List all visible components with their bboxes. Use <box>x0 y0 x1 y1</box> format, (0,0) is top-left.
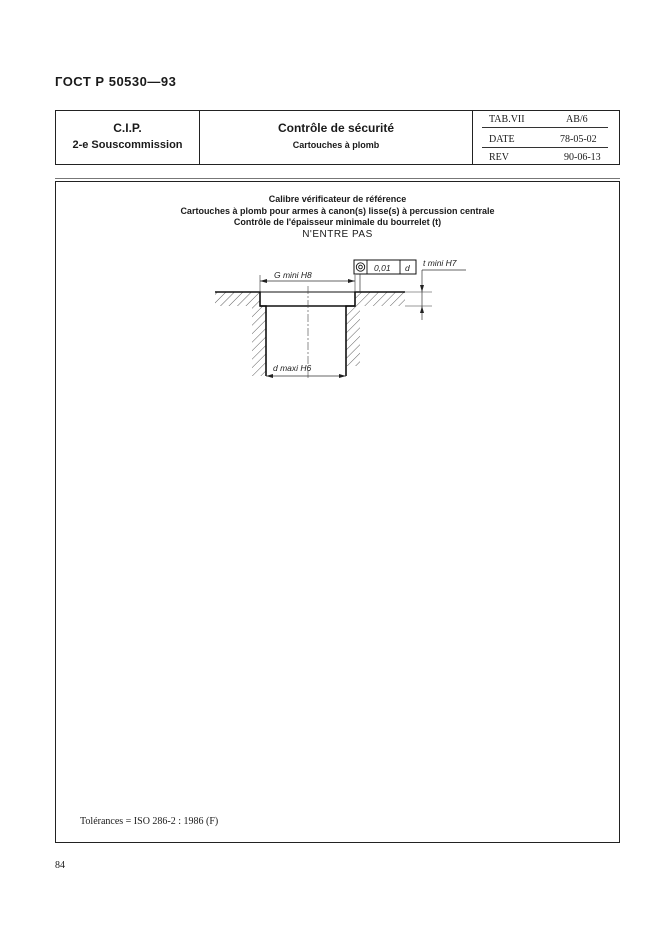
concentricity-icon-inner <box>359 265 363 269</box>
hatch-wall-left <box>252 306 266 376</box>
dim-g-label: G mini H8 <box>274 270 312 280</box>
tolerance-value: 0,01 <box>374 263 391 273</box>
header-org-subtitle: 2-e Souscommission <box>72 139 183 151</box>
meta-label-date: DATE <box>489 134 515 145</box>
dim-g-arrow-left <box>260 279 267 283</box>
header-org-title: C.I.P. <box>113 121 142 135</box>
meta-label-tab: TAB.VII <box>489 114 525 125</box>
meta-value-date: 78-05-02 <box>560 134 597 145</box>
dim-t-label: t mini H7 <box>423 258 457 268</box>
content-line-2: Cartouches à plomb pour armes à canon(s) lisse(s) à percussion centrale <box>180 206 495 216</box>
dim-t-arrow-top <box>420 285 424 292</box>
meta-label-rev: REV <box>489 152 509 163</box>
dim-g-arrow-right <box>348 279 355 283</box>
concentricity-icon <box>356 263 364 271</box>
header-section-title: Contrôle de sécurité <box>277 121 395 135</box>
meta-value-tab: AB/6 <box>566 114 588 125</box>
tolerance-datum: d <box>405 263 410 273</box>
content-title: Calibre vérificateur de référence <box>268 194 407 204</box>
hatch-wall-right <box>346 306 360 366</box>
tolerances-note: Tolérances = ISO 286-2 : 1986 (F) <box>80 816 219 827</box>
dim-d-label: d maxi H6 <box>273 363 312 373</box>
hatch-surface-right <box>355 292 405 306</box>
dim-d-arrow-left <box>266 374 273 378</box>
dim-d-arrow-right <box>339 374 346 378</box>
meta-value-rev: 90-06-13 <box>564 152 601 163</box>
hatch-surface-left <box>215 292 260 306</box>
dim-t-arrow-bottom <box>420 306 424 313</box>
content-line-3: Contrôle de l'épaisseur minimale du bourrelet (t) <box>233 217 442 227</box>
page-number: 84 <box>55 860 65 871</box>
content-line-4: N'ENTRE PAS <box>302 229 373 240</box>
header-section-subtitle: Cartouches à plomb <box>292 140 380 150</box>
document-number: ГОСТ Р 50530—93 <box>55 74 177 89</box>
